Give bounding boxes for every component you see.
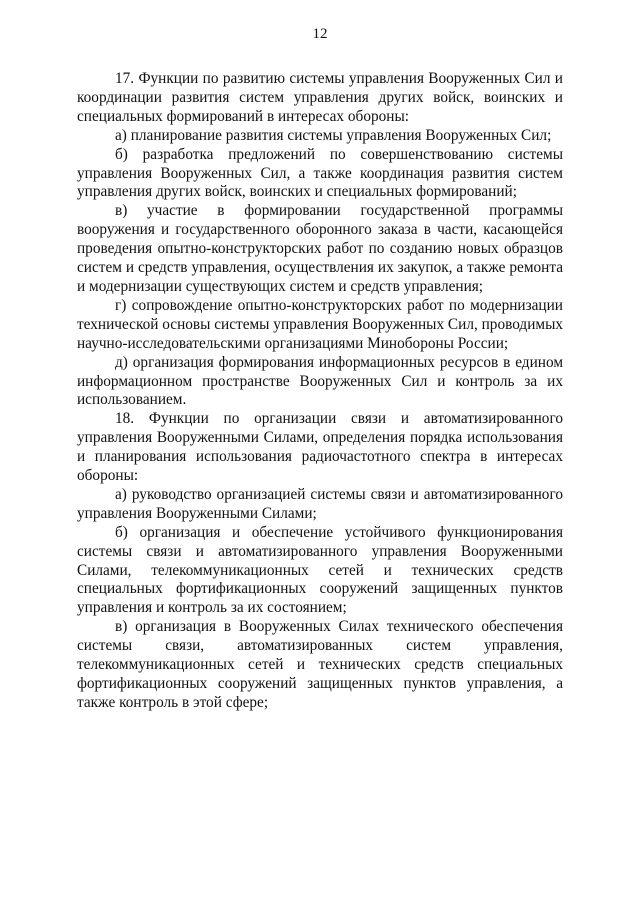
- page-number: 12: [312, 26, 328, 42]
- document-body: [77, 70, 563, 713]
- paragraph-17-b: б) разработка предложений по совершенствованию системы управления Вооруженных Сил, а также координация развития систем управления других войск, воинских и специальных формирований;: [77, 145, 563, 201]
- paragraph-18-heading: 18. Функции по организации связи и автоматизированного управления Вооруженными Силами, определения порядка использования и планирования использования радиочастотного спектра в интересах обороны:: [77, 410, 563, 485]
- paragraph-18-a: а) руководство организацией системы связи и автоматизированного управления Вооруженными Силами;: [77, 485, 563, 522]
- paragraph-18-b: б) организация и обеспечение устойчивого функционирования системы связи и автоматизированного управления Вооруженными Силами, телекоммуникационных сетей и технических средств специальных фортификационных сооружений защищенных пунктов управления и контроль за их состоянием;: [77, 523, 563, 617]
- paragraph-17-d: д) организация формирования информационных ресурсов в едином информационном пространстве Вооруженных Сил и контроль за их использованием.: [77, 353, 563, 409]
- paragraph-17-a: а) планирование развития системы управления Вооруженных Сил;: [115, 126, 552, 144]
- paragraph-18-v: в) организация в Вооруженных Силах технического обеспечения системы связи, автоматизированных систем управления, телекоммуникационных сетей и технических средств специальных фортификационных сооружений защищенных пунктов управления, а также контроль в этой сфере;: [77, 618, 563, 711]
- paragraph-17-g: г) сопровождение опытно-конструкторских работ по модернизации технической основы системы управления Вооруженных Сил, проводимых научно-исследовательскими организациями Минобороны России;: [77, 296, 563, 352]
- paragraph-17-v: в) участие в формировании государственной программы вооружения и государственного оборонного заказа в части, касающейся проведения опытно-конструкторских работ по созданию новых образцов систем и средств управления, осуществления их закупок, а также ремонта и модернизации существующих систем и средств управления;: [77, 202, 563, 295]
- paragraph-17-heading: 17. Функции по развитию системы управления Вооруженных Сил и координации развития систем управления других войск, воинских и специальных формирований в интересах обороны:: [77, 70, 563, 125]
